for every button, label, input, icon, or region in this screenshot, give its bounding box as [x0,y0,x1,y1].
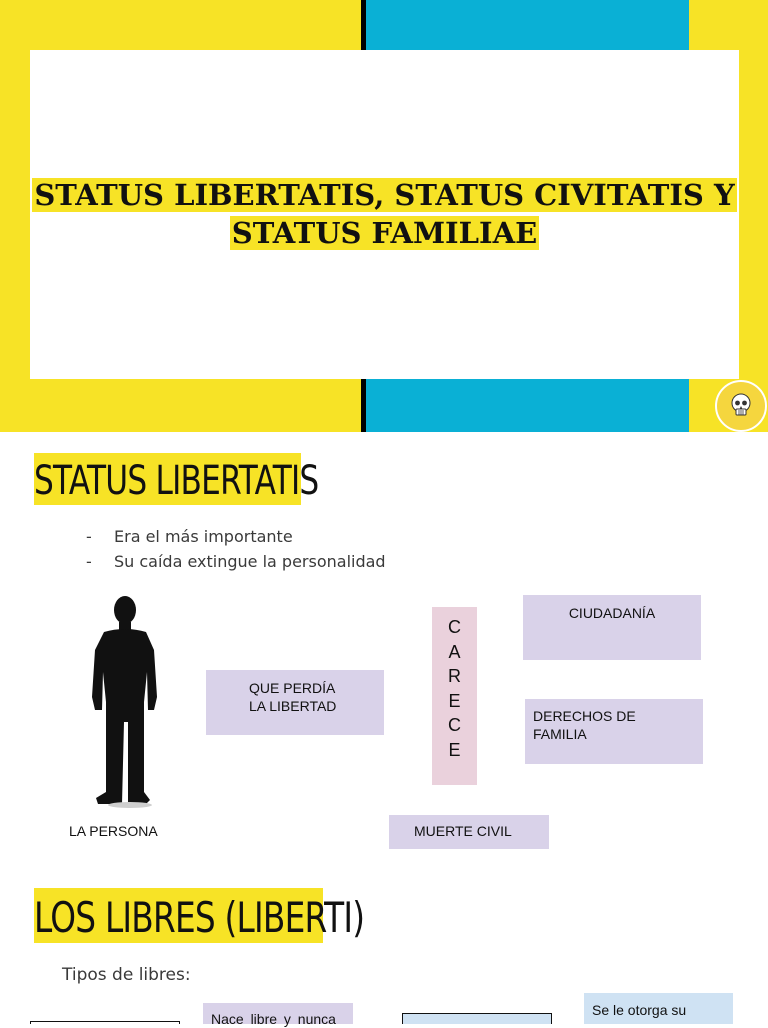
bullet-dash: - [86,552,92,571]
lost-freedom-line-2: LA LIBERTAD [249,698,337,714]
carece-letter: C [448,715,461,735]
carece-letter: R [448,666,461,686]
family-rights-line-1: DERECHOS DE [533,708,636,724]
born-free-box [203,1003,353,1027]
heading-text: STATUS LIBERTATIS [34,458,319,504]
carece-letter: C [448,617,461,637]
bullet-text: Era el más importante [114,527,293,546]
civil-death-text: MUERTE CIVIL [414,823,512,839]
heading-los-libres [34,888,365,943]
family-rights-box [525,699,703,764]
citizenship-box [523,595,701,660]
title-line-2: STATUS FAMILIAE [231,216,538,250]
person-label: LA PERSONA [69,823,158,839]
bullet-2 [86,552,386,571]
granted-box [584,993,733,1024]
blue-band-top [361,0,689,50]
born-free-text: Nace libre y nunca [211,1011,336,1027]
lost-freedom-line-1: QUE PERDÍA [249,680,336,696]
carece-box [432,607,477,785]
skull-logo-icon [715,380,767,432]
center-box-partial [402,1013,552,1024]
carece-letter: A [448,641,461,662]
carece-letter: E [448,739,461,760]
bullet-1 [86,527,293,546]
blue-band-bottom [361,379,689,432]
heading-text: LOS LIBRES (LIBERTI) [34,893,365,942]
civil-death-box [389,815,549,849]
title-line-1: STATUS LIBERTATIS, STATUS CIVITATIS Y [34,178,735,212]
black-bar-bottom [361,379,366,432]
title-slide [0,0,768,432]
black-bar-top [361,0,366,50]
carece-letter: E [448,690,461,711]
lost-freedom-box [206,670,384,735]
bullet-text: Su caída extingue la personalidad [114,552,386,571]
bullet-dash: - [86,527,92,546]
slide-title [30,176,739,252]
family-rights-line-2: FAMILIA [533,726,587,742]
person-silhouette-icon [84,592,164,810]
granted-text: Se le otorga su [592,1002,687,1018]
citizenship-text: CIUDADANÍA [568,605,656,621]
heading-status-libertatis [34,453,319,505]
subheading: Tipos de libres: [62,965,191,985]
